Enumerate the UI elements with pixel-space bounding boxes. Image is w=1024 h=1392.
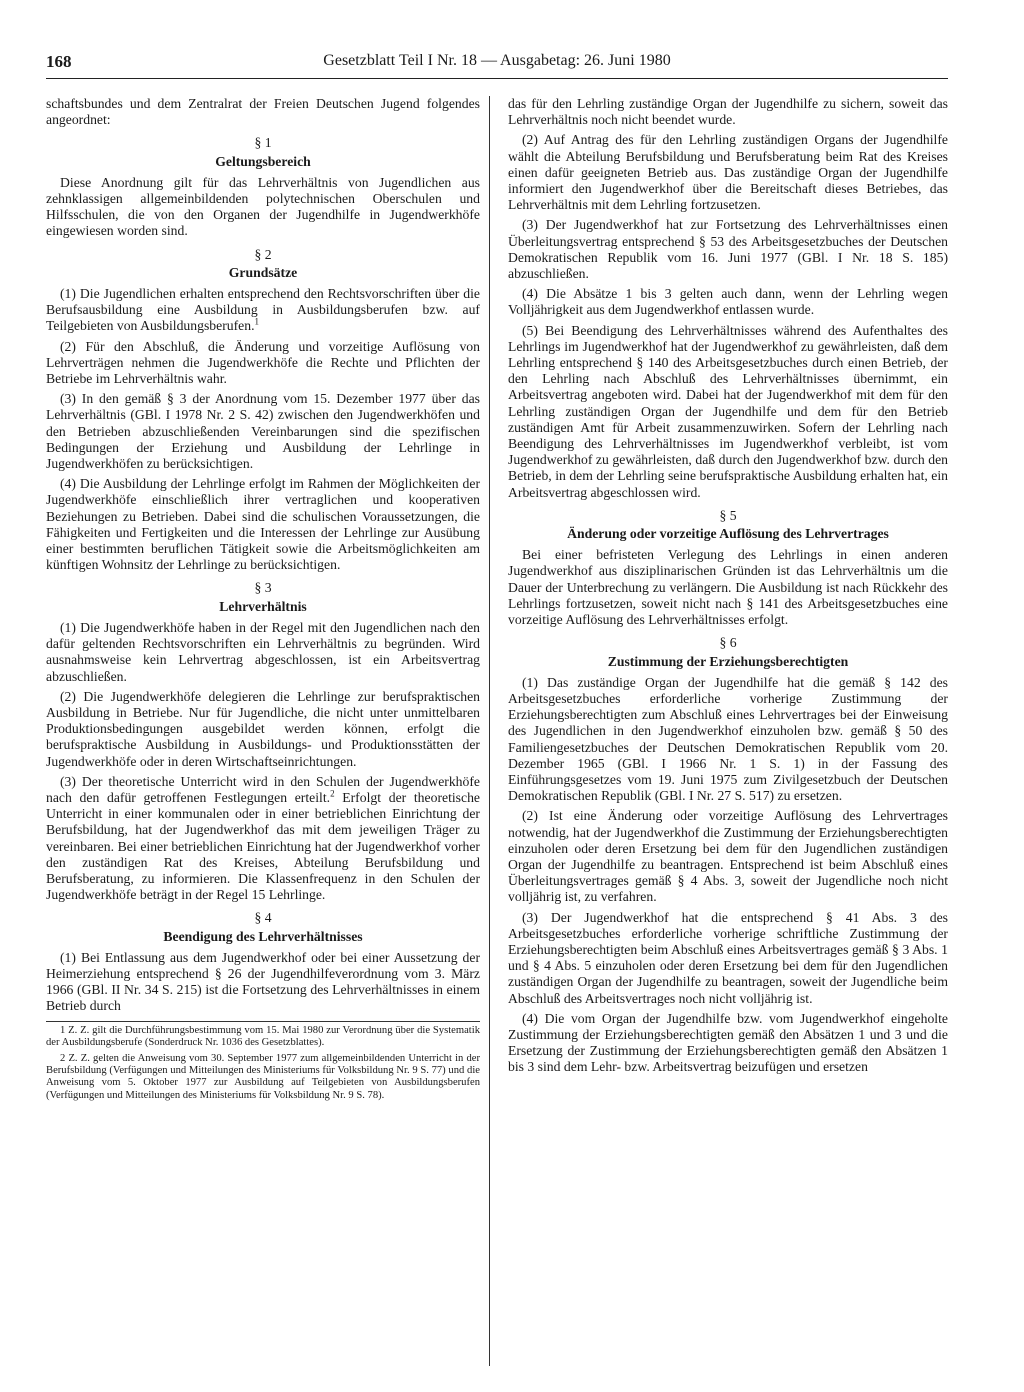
section-3-paragraph-3a: (3) Der theoretische Unterricht wird in den Schulen der Jugendwerkhöfe nach den dafür getroffenen Festlegungen erteilt.	[46, 773, 480, 805]
section-4-paragraph-5: (5) Bei Beendigung des Lehrverhältnisses während des Aufenthaltes des Lehrlings im Jugendwerkhof hat der Jugendwerkhof zu gewährleisten, daß dem Lehrling entsprechend § 140 des Arbeitsgesetzbuches durch einen Betrieb, der den Lehrling nach Abschluß des Lehrverhältnisses übernimmt, ein Arbeitsvertrag angeboten wird. Dabei hat der Jugendwerkhof mit dem für den Lehrling zuständigen Organ der Jugendhilfe und dem für den Betrieb zuständigen Amt für Arbeit zusammenzuwirken. Sofern der Lehrling nach Beendigung des Lehrverhältnisses im Jugendwerkhof verbleibt, ist vom Jugendwerkhof zu gewährleisten, daß durch den Jugendwerkhof bzw. durch den Betrieb, in dem der Lehrling seine berufspraktische Ausbildung erhalten hat, ein Arbeitsvertrag abgeschlossen wird.	[508, 322, 948, 500]
section-6-paragraph-2: (2) Ist eine Änderung oder vorzeitige Auflösung des Lehrvertrages notwendig, hat der Jugendwerkhof die Zustimmung der Erziehungsberechtigten einzuholen oder deren Ersetzung bei dem für den Jugendlichen zuständigen Organ der Jugendhilfe zu beantragen. Entsprechend ist beim Abschluß eines Überleitungsvertrages gemäß § 4 Abs. 3, soweit der Jugendliche noch nicht volljährig ist, zu verfahren.	[508, 808, 948, 905]
section-3-number: § 3	[254, 580, 272, 596]
footnotes	[46, 1021, 480, 1102]
page-number: 168	[46, 52, 72, 71]
section-3-paragraph-2: (2) Die Jugendwerkhöfe delegieren die Lehrlinge zur berufspraktischen Ausbildung in Betriebe. Nur für Jugendliche, die nicht unter unmittelbaren Produktionsbedingungen ausgebildet werden können, erfolgt die berufspraktische Ausbildung in Ausbildungs- und Produktionsstätten der Jugendwerkhöfe oder in deren Wirtschaftseinrichtungen.	[46, 688, 480, 769]
section-2-paragraph-1-text: (1) Die Jugendlichen erhalten entsprechend den Rechtsvorschriften über die Berufsausbildung eine Ausbildung in Ausbildungsberufen bzw. auf Teilgebieten von Ausbildungsberufen.	[46, 286, 480, 334]
footnote-1: 1 Z. Z. gilt die Durchführungsbestimmung vom 15. Mai 1980 zur Verordnung über die Systematik der Ausbildungsberufe (Sonderdruck Nr. 1036 des Gesetzblattes).	[46, 1024, 480, 1048]
section-5-paragraph: Bei einer befristeten Verlegung des Lehrlings in einen anderen Jugendwerkhof aus disziplinarischen Gründen ist das Lehrverhältnis um die Dauer der Unterbrechung zu verlängern. Die Ausbildung ist nach Rückkehr des Lehrlings fortzusetzen, soweit nicht nach § 141 des Arbeitsgesetzbuches eine vorzeitige Auflösung des Lehrverhältnisses erfolgt.	[508, 547, 948, 628]
section-2-number: § 2	[254, 246, 272, 262]
section-6-paragraph-3: (3) Der Jugendwerkhof hat die entsprechend § 41 Abs. 3 des Arbeitsgesetzbuches erforderliche vorherige schriftliche Zustimmung der Erziehungsberechtigten beim Abschluß eines Arbeitsvertrages gemäß § 3 Abs. 1 und § 4 Abs. 5 einzuholen oder deren Ersetzung bei dem für den Jugendlichen zuständigen Organ der Jugendhilfe zu beantragen, soweit der Jugendliche beim Abschluß des Arbeitsvertrages noch nicht volljährig ist.	[508, 909, 948, 1006]
running-head: Gesetzblatt Teil I Nr. 18 — Ausgabetag: 26. Juni 1980	[323, 52, 671, 69]
page-header	[46, 52, 948, 79]
section-4-title: Beendigung des Lehrverhältnisses	[163, 928, 363, 944]
section-6-paragraph-1: (1) Das zuständige Organ der Jugendhilfe hat die gemäß § 142 des Arbeitsgesetzbuches erforderliche vorherige Zustimmung der Erziehungsberechtigten zum Abschluß eines Lehrvertrages bei der Einweisung des Jugendlichen in den Jugendwerkhof einzuholen bzw. gemäß § 50 des Familiengesetzbuches der Deutschen Demokratischen Republik vom 20. Dezember 1965 (GBl. I 1966 Nr. 1 S. 1) in der Fassung des Einführungsgesetzes vom 19. Juni 1975 zum Zivilgesetzbuch der Deutschen Demokratischen Republik (GBl. I Nr. 27 S. 517) zu ersetzen.	[508, 674, 948, 804]
section-3-paragraph-3b: Erfolgt der theoretische Unterricht in einer kommunalen oder in einer betrieblichen Einrichtung der Berufsbildung, hat der Jugendwerkhof das mit dem jeweiligen Träger zu vereinbaren. Bei einer betrieblichen Einrichtung hat der Jugendwerkhof vorher den zuständigen Rat des Kreises, Abteilung Berufsbildung und Berufsberatung, zu informieren. Die Klassenfrequenz in den Schulen der Jugendwerkhöfe beträgt in der Regel 15 Lehrlinge.	[46, 789, 481, 903]
section-6-paragraph-4: (4) Die vom Organ der Jugendhilfe bzw. vom Jugendwerkhof eingeholte Zustimmung der Erziehungsberechtigten gemäß den Absätzen 1 und 3 und die Ersetzung der Zustimmung der Erziehungsberechtigten gemäß den Absätzen 1 bis 3 sind dem Lehr- bzw. Arbeitsvertrag beizufügen und ersetzen	[508, 1010, 948, 1075]
section-6-number: § 6	[719, 635, 737, 651]
section-2-paragraph-1	[46, 286, 480, 335]
section-4-paragraph-3: (3) Der Jugendwerkhof hat zur Fortsetzung des Lehrverhältnisses einen Überleitungsvertrag entsprechend § 53 des Arbeitsgesetzbuches der Deutschen Demokratischen Republik vom 16. Juni 1977 (GBl. I Nr. 18 S. 185) abzuschließen.	[508, 217, 948, 282]
section-3-paragraph-1: (1) Die Jugendwerkhöfe haben in der Regel mit den Jugendlichen nach den dafür geltenden Rechtsvorschriften ein Lehrverhältnis zu begründen. Wird ausnahmsweise kein Lehrvertrag abgeschlossen, ist ein Arbeitsvertrag abzuschließen.	[46, 619, 480, 684]
section-4-number: § 4	[254, 910, 272, 926]
section-5-title: Änderung oder vorzeitige Auflösung des Lehrvertrages	[567, 526, 889, 542]
footnote-ref-2: 2	[330, 788, 335, 799]
section-5-number: § 5	[719, 507, 737, 523]
section-2-paragraph-4: (4) Die Ausbildung der Lehrlinge erfolgt im Rahmen der Möglichkeiten der Jugendwerkhöfe einschließlich ihrer vertraglichen und kooperativen Beziehungen zu Betrieben. Dabei sind die schulischen Voraussetzungen, die Fähigkeiten und Fertigkeiten und die Interessen der Lehrlinge zur Ausübung einer bestimmten beruflichen Tätigkeit sowie die Arbeitsmöglichkeiten am künftigen Wohnsitz der Lehrlinge zu berücksichtigen.	[46, 476, 480, 573]
section-2-paragraph-2: (2) Für den Abschluß, die Änderung und vorzeitige Auflösung von Lehrverträgen nehmen die Jugendwerkhöfe die Rechte und Pflichten der Betriebe im Lehrverhältnis wahr.	[46, 338, 480, 387]
left-column	[46, 96, 480, 1106]
footnote-ref-1: 1	[254, 316, 259, 327]
section-4-paragraph-2: (2) Auf Antrag des für den Lehrling zuständigen Organs der Jugendhilfe wählt die Abteilung Berufsbildung und Berufsberatung beim Rat des Kreises einen dafür geeigneten Betrieb aus. Das zuständige Organ der Jugendhilfe informiert den Jugendwerkhof über die Bereitschaft dieses Betriebes, das Lehrverhältnis mit dem Lehrling fortzusetzen.	[508, 132, 948, 213]
section-2-paragraph-3: (3) In den gemäß § 3 der Anordnung vom 15. Dezember 1977 über das Lehrverhältnis (GBl. I 1978 Nr. 2 S. 42) zwischen den Jugendwerkhöfen und den Betrieben abzuschließenden Vereinbarungen sind die spezifischen Bedingungen der Erziehung und Ausbildung der Lehrlinge in Jugendwerkhöfen zu berücksichtigen.	[46, 391, 480, 472]
section-4-continuation: das für den Lehrling zuständige Organ der Jugendhilfe zu sichern, soweit das Lehrverhältnis noch nicht beendet wurde.	[508, 96, 948, 128]
section-3-title: Lehrverhältnis	[219, 598, 307, 614]
section-1-paragraph: Diese Anordnung gilt für das Lehrverhältnis von Jugendlichen aus zehnklassigen allgemeinbildenden polytechnischen Oberschulen und Hilfsschulen, die von den Organen der Jugendhilfe in Jugendwerkhöfe eingewiesen worden sind.	[46, 174, 480, 239]
column-divider	[489, 96, 490, 1366]
section-3-paragraph-3	[46, 774, 480, 904]
section-1-title: Geltungsbereich	[215, 153, 311, 169]
footnote-2: 2 Z. Z. gelten die Anweisung vom 30. September 1977 zum allgemeinbildenden Unterricht in der Berufsbildung (Verfügungen und Mitteilungen des Ministeriums für Volksbildung Nr. 9 S. 77) und die Anweisung vom 5. Oktober 1977 zur Ausbildung auf Teilgebieten von Ausbildungsberufen (Verfügungen und Mitteilungen des Ministeriums für Volksbildung Nr. 9 S. 78).	[46, 1052, 480, 1101]
section-6-title: Zustimmung der Erziehungsberechtigten	[607, 653, 849, 669]
section-2-title: Grundsätze	[228, 264, 298, 280]
section-4-paragraph-1: (1) Bei Entlassung aus dem Jugendwerkhof oder bei einer Aussetzung der Heimerziehung entsprechend § 26 der Jugendhilfeverordnung vom 3. März 1966 (GBl. II Nr. 34 S. 215) ist die Fortsetzung des Lehrverhältnisses in einem Betrieb durch	[46, 949, 480, 1014]
right-column	[508, 96, 948, 1080]
section-1-number: § 1	[254, 135, 272, 151]
intro-paragraph: schaftsbundes und dem Zentralrat der Freien Deutschen Jugend folgendes angeordnet:	[46, 96, 480, 128]
section-4-paragraph-4: (4) Die Absätze 1 bis 3 gelten auch dann, wenn der Lehrling wegen Volljährigkeit aus dem Jugendwerkhof entlassen wurde.	[508, 286, 948, 318]
